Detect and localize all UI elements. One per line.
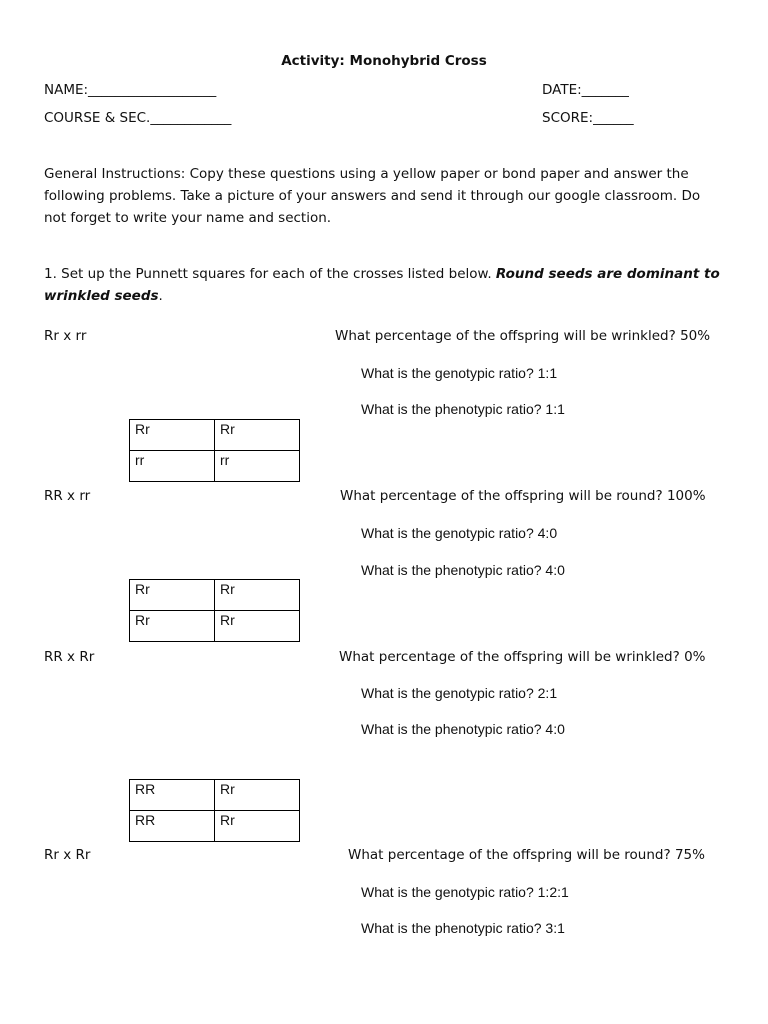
genotypic-ratio-question: What is the genotypic ratio? 4:0 [361, 525, 558, 541]
punnett-cell: Rr [130, 420, 215, 451]
percentage-question: What percentage of the offspring will be round? 75% [348, 847, 705, 863]
genotypic-ratio-question: What is the genotypic ratio? 1:2:1 [361, 884, 569, 900]
punnett-cell: Rr [130, 580, 215, 611]
cross-label: RR x rr [44, 488, 91, 504]
question-1-emphasis: Round seeds are dominant to wrinkled seeds [44, 266, 720, 304]
general-instructions: General Instructions: Copy these questions using a yellow paper or bond paper and answer the following problems. Take a picture of your answers and send it through our google classroom. Do not forget to write your name and section. [44, 166, 701, 226]
cross-label: Rr x Rr [44, 847, 91, 863]
genotypic-ratio-question: What is the genotypic ratio? 1:1 [361, 365, 558, 381]
date-field: DATE:_______ [542, 82, 629, 98]
percentage-question: What percentage of the offspring will be wrinkled? 0% [339, 649, 706, 665]
percentage-question: What percentage of the offspring will be round? 100% [340, 488, 706, 504]
punnett-cell: Rr [215, 780, 300, 811]
punnett-cell: RR [130, 780, 215, 811]
page-title: Activity: Monohybrid Cross [281, 53, 487, 69]
punnett-square [129, 779, 300, 842]
punnett-cell: rr [130, 451, 215, 482]
question-1-intro: 1. Set up the Punnett squares for each of the crosses listed below. [44, 266, 492, 282]
punnett-cell: Rr [215, 580, 300, 611]
punnett-cell: Rr [215, 420, 300, 451]
course-section-field: COURSE & SEC.____________ [44, 110, 232, 126]
punnett-cell: Rr [215, 611, 300, 642]
cross-label: Rr x rr [44, 328, 87, 344]
genotypic-ratio-question: What is the genotypic ratio? 2:1 [361, 685, 558, 701]
punnett-square [129, 579, 300, 642]
score-field: SCORE:______ [542, 110, 634, 126]
punnett-cell: rr [215, 451, 300, 482]
phenotypic-ratio-question: What is the phenotypic ratio? 3:1 [361, 920, 565, 936]
question-1 [44, 263, 724, 307]
name-field: NAME:___________________ [44, 82, 217, 98]
phenotypic-ratio-question: What is the phenotypic ratio? 4:0 [361, 721, 565, 737]
phenotypic-ratio-question: What is the phenotypic ratio? 4:0 [361, 562, 565, 578]
punnett-cell: Rr [130, 611, 215, 642]
cross-label: RR x Rr [44, 649, 95, 665]
punnett-cell: Rr [215, 811, 300, 842]
question-1-end: . [158, 288, 163, 304]
phenotypic-ratio-question: What is the phenotypic ratio? 1:1 [361, 401, 565, 417]
punnett-square [129, 419, 300, 482]
percentage-question: What percentage of the offspring will be wrinkled? 50% [335, 328, 711, 344]
punnett-cell: RR [130, 811, 215, 842]
